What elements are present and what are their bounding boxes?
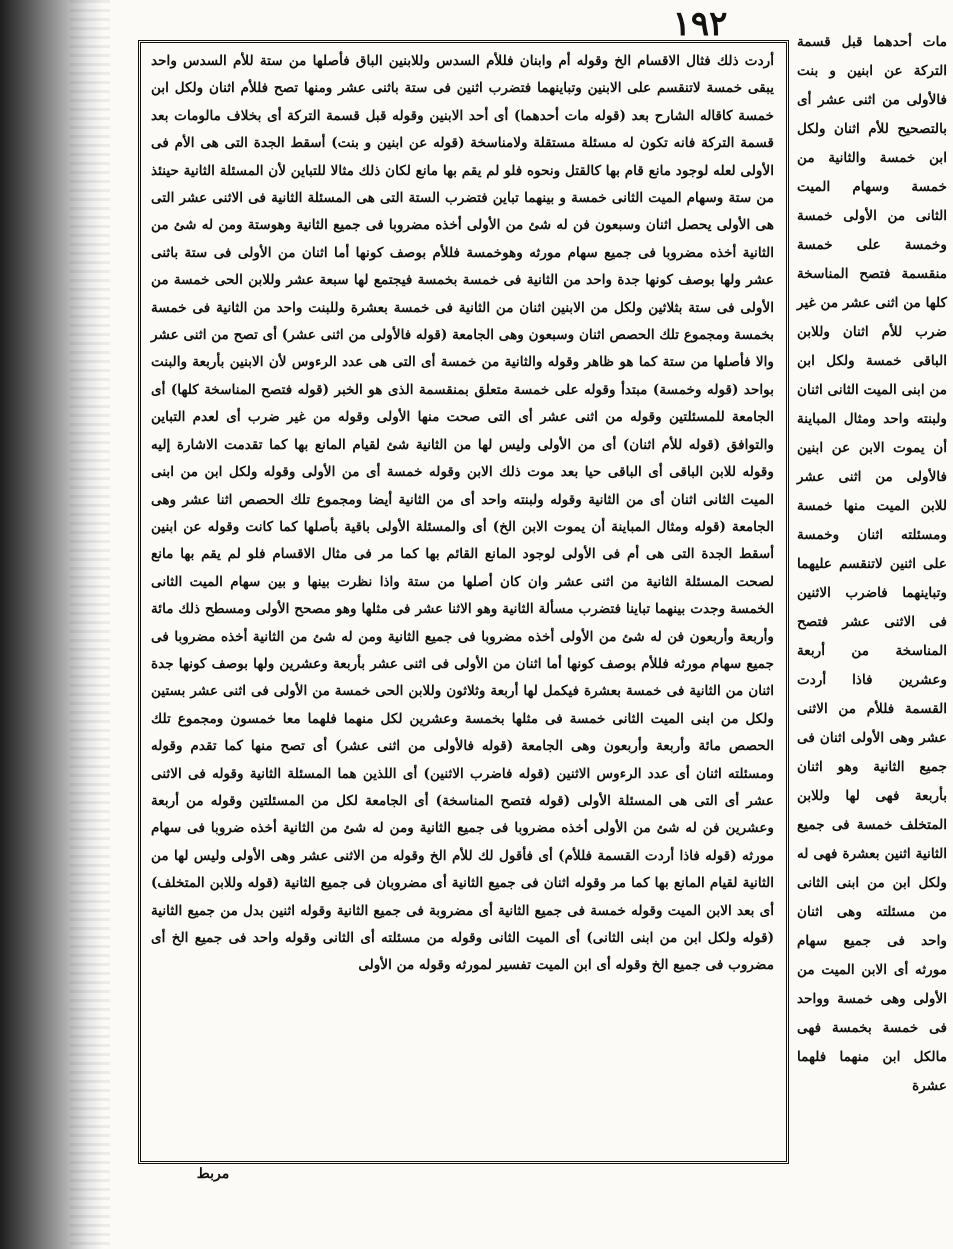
margin-commentary-text: مات أحدهما قبل قسمة التركة عن ابنين و بنت فالأولى من اثنى عشر أى بالتصحيح للأم اثنان ولكل ابن خمسة والثانية من خمسة وسهام الميت الثانى من الأولى خمسة وخمسة على خمسة منقسمة فتصح المناسخة كلها من اثنى عشر من غير ضرب للأم اثنان وللابن الباقى خمسة ولكل ابن من ابنى الميت الثانى اثنان ولبنته واحد ومثال المباينة أن يموت الابن عن ابنين فالأولى من اثنى عشر للابن الميت منها خمسة ومسئلته اثنان وخمسة على اثنين لاتنقسم عليهما وتباينهما فاضرب الاثنين فى الاثنى عشر فتصح المناسخة من أربعة وعشرين فاذا أردت القسمة فللأم من الاثنى عشر وهى الأولى اثنان فى جميع الثانية وهو اثنان بأربعة فهى لها وللابن المتخلف خمسة فى جميع الثانية اثنين بعشرة فهى له ولكل ابن من ابنى الثانى من مسئلته وهى اثنان واحد فى جميع سهام مورثه أى الابن الميت من الأولى وهى خمسة وواحد فى خمسة بخمسة فهى مالكل ابن منهما فلهما عشرة bbox=[797, 34, 947, 1094]
main-commentary-text: أردت ذلك فثال الاقسام الخ وقوله أم وابنان فللأم السدس وللابنين الباق فأصلها من ستة للأم السدس واحد يبقى خمسة لاتنقسم على الابنين وتباينهما فتضرب اثنين فى ستة باثنى عشر ومنها تصح فللأم اثنان ولكل ابن خمسة كاقاله الشارح بعد (قوله مات أحدهما) أى أحد الابنين وقوله قبل قسمة التركة أى بخلاف مالومات بعد قسمة التركة فانه تكون له مسئلة مستقلة ولامناسخة (قوله عن ابنين و بنت) أسقط الجدة التى هى الأم فى الأولى لعله لوجود مانع قام بها كالقتل ونحوه فلو لم يقم بها مانع لكان ذلك مثالا للتباين لأن المسئلة الثانية حينئذ من ستة وسهام الميت الثانى خمسة و بينهما تباين فتضرب الستة التى هى المسئلة الثانية فى الاثنى عشر التى هى الأولى يحصل اثنان وسبعون فن له شئ من الأولى أخذه مضروبا فى جميع الثانية وهوستة ومن له شئ من الثانية أخذه مضروبا فى جميع سهام مورثه وهوخمسة فللأم بوصف كونها أما اثنان من الأولى فى ستة باثنى عشر ولها بوصف كونها جدة واحد من الثانية فى خمسة بخمسة فيجتمع لها سبعة عشر وللابن الحى خمسة من الأولى فى ستة بثلاثين ولكل من الابنين اثنان من الثانية فى خمسة بعشرة وللبنت واحد من الثانية فى خمسة بخمسة ومجموع تلك الحصص اثنان وسبعون وهى الجامعة (قوله فالأولى من اثنى عشر) أى تصح من اثنى عشر والا فأصلها من ستة كما هو ظاهر وقوله والثانية من خمسة أى التى هى عدد الرءوس لأن الابنين بأربعة والبنت بواحد (قوله وخمسة) مبتدأ وقوله على خمسة متعلق بمنقسمة الذى هو الخبر (قوله فتصح المناسخة كلها) أى الجامعة للمسئلتين وقوله من اثنى عشر أى التى صحت منها الأولى وقوله من غير ضرب أى لعدم التباين والتوافق (قوله للأم اثنان) أى من الأولى وليس لها من الثانية شئ لقيام المانع بها كما تقدمت الاشارة إليه وقوله للابن الباقى أى الباقى حيا بعد موت ذلك الابن وقوله خمسة أى من الأولى وقوله ولكل ابن من ابنى الميت الثانى اثنان أى من الثانية وقوله ولبنته واحد أى من الثانية أيضا ومجموع تلك الحصص اثنا عشر وهى الجامعة (قوله ومثال المباينة أن يموت الابن الخ) أى والمسئلة الأولى باقية بأصلها كما كانت وقوله عن ابنين أسقط الجدة التى هى أم فى الأولى لوجود المانع القائم بها كما مر فى مثال الاقسام فلو لم يقم بها مانع لصحت المسئلة الثانية من اثنى عشر وان كان أصلها من ستة واذا نظرت بينها و بين سهام الميت الثانى الخمسة وجدت بينهما تباينا فتضرب مسألة الثانية وهو الاثنا عشر فى مثلها وهو مصحح الأولى ومسطح ذلك مائة وأربعة وأربعون فن له شئ من الأولى أخذه مضروبا فى جميع الثانية ومن له شئ من الثانية أخذه مضروبا فى جميع سهام مورثه فللأم بوصف كونها أما اثنان من الأولى فى اثنى عشر بأربعة وعشرين ولها بوصف كونها جدة اثنان من الثانية فى خمسة بعشرة فيكمل لها أربعة وثلاثون وللابن الحى خمسة من الأولى فى اثنى عشر بستين ولكل من ابنى الميت الثانى خمسة فى مثلها بخمسة وعشرين لكل منهما فلهما معا خمسون ومجموع تلك الحصص مائة وأربعة وأربعون وهى الجامعة (قوله فالأولى من اثنى عشر) أى تصح منها كما تقدم وقوله ومسئلته اثنان أى عدد الرءوس الاثنين (قوله فاضرب الاثنين) أى اللذين هما المسئلة الثانية وقوله فى الاثنى عشر أى التى هى المسئلة الأولى (قوله فتصح المناسخة) أى الجامعة لكل من المسئلتين وقوله من أربعة وعشرين فن له شئ من الأولى أخذه مضروبا فى جميع الثانية ومن له شئ من الثانية أخذه ضروبا فى سهام مورثه (قوله فاذا أردت القسمة فللأم) أى فأقول لك للأم الخ وقوله من الاثنى عشر وهى الأولى وليس لها من الثانية لقيام المانع بها كما مر وقوله اثنان فى جميع الثانية أى مضروبان فى جميع الثانية (قوله وللابن المتخلف) أى بعد الابن الميت وقوله خمسة فى جميع الثانية أى مضروبة فى جميع الثانية وقوله اثنين بدل من جميع الثانية (قوله ولكل ابن من ابنى الثانى) أى الميت الثانى وقوله من مسئلته أى الثانى وقوله واحد فى جميع الخ أى مضروب فى جميع الخ وقوله أى ابن الميت تفسير لمورثه وقوله من الأولى bbox=[151, 53, 774, 974]
margin-column bbox=[793, 28, 951, 1188]
page-number: ١٩٢ bbox=[672, 4, 728, 44]
catchword: مربط bbox=[196, 1166, 230, 1182]
scan-binding-texture bbox=[70, 0, 110, 1249]
main-text-frame bbox=[138, 40, 789, 1164]
